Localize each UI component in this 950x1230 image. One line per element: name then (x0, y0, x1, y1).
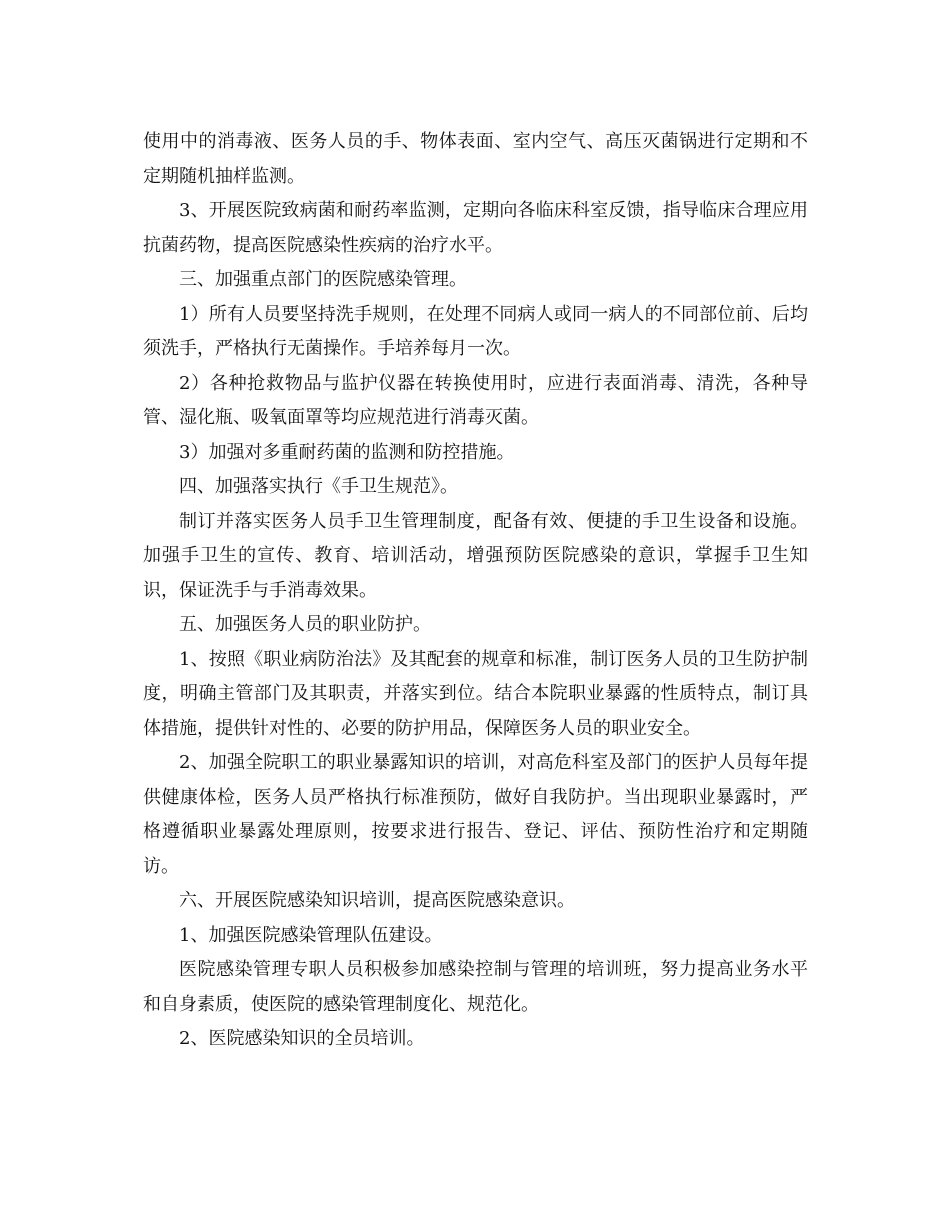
section-heading-4: 四、加强落实执行《手卫生规范》。 (179, 476, 458, 497)
section-heading-6: 六、开展医院感染知识培训，提高医院感染意识。 (179, 890, 575, 911)
paragraph-2: 3、开展医院致病菌和耐药率监测，定期向各临床科室反馈，指导临床合理应用抗菌药物，提高医院感染性疾病的治疗水平。 (143, 200, 808, 256)
section-heading-3: 三、加强重点部门的医院感染管理。 (179, 269, 467, 290)
paragraph-8: 制订并落实医务人员手卫生管理制度，配备有效、便捷的手卫生设备和设施。加强手卫生的宣传、教育、培训活动，增强预防医院感染的意识，掌握手卫生知识，保证洗手与手消毒效果。 (143, 510, 808, 601)
document-body (143, 125, 808, 1057)
paragraph-11: 2、加强全院职工的职业暴露知识的培训，对高危科室及部门的医护人员每年提供健康体检，医务人员严格执行标准预防，做好自我防护。当出现职业暴露时，严格遵循职业暴露处理原则，按要求进行报告、登记、评估、预防性治疗和定期随访。 (143, 752, 808, 877)
paragraph-5: 2）各种抢救物品与监护仪器在转换使用时，应进行表面消毒、清洗，各种导管、湿化瓶、吸氧面罩等均应规范进行消毒灭菌。 (143, 372, 808, 428)
section-heading-5: 五、加强医务人员的职业防护。 (179, 614, 431, 635)
paragraph-4: 1）所有人员要坚持洗手规则，在处理不同病人或同一病人的不同部位前、后均须洗手，严格执行无菌操作。手培养每月一次。 (143, 303, 808, 359)
paragraph-13: 1、加强医院感染管理队伍建设。 (179, 924, 443, 946)
paragraph-6: 3）加强对多重耐药菌的监测和防控措施。 (179, 441, 515, 463)
paragraph-15: 2、医院感染知识的全员培训。 (179, 1028, 425, 1049)
paragraph-10: 1、按照《职业病防治法》及其配套的规章和标准，制订医务人员的卫生防护制度，明确主管部门及其职责，并落实到位。结合本院职业暴露的性质特点，制订具体措施，提供针对性的、必要的防护用品，保障医务人员的职业安全。 (143, 648, 808, 739)
paragraph-14: 医院感染管理专职人员积极参加感染控制与管理的培训班，努力提高业务水平和自身素质，使医院的感染管理制度化、规范化。 (143, 959, 808, 1015)
paragraph-1: 使用中的消毒液、医务人员的手、物体表面、室内空气、高压灭菌锅进行定期和不定期随机抽样监测。 (143, 131, 808, 187)
